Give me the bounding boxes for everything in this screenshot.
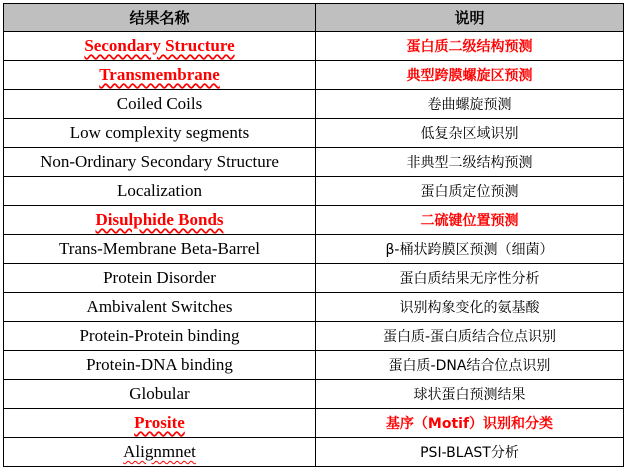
table-row <box>4 32 624 61</box>
table-header <box>4 4 624 32</box>
result-name-cell: Coiled Coils <box>4 90 316 119</box>
table-row <box>4 206 624 235</box>
result-name-cell: Trans-Membrane Beta-Barrel <box>4 235 316 264</box>
result-desc-cell: 非典型二级结构预测 <box>316 148 624 177</box>
result-name-cell: Transmembrane <box>4 61 316 90</box>
table-row <box>4 351 624 380</box>
results-table <box>3 3 624 467</box>
result-desc-cell: 基序（Motif）识别和分类 <box>316 409 624 438</box>
result-name-cell: Alignmnet <box>4 438 316 467</box>
result-desc-cell: 蛋白质-蛋白质结合位点识别 <box>316 322 624 351</box>
header-result-name: 结果名称 <box>4 4 316 32</box>
result-desc-cell: 卷曲螺旋预测 <box>316 90 624 119</box>
result-desc-cell: 二硫键位置预测 <box>316 206 624 235</box>
table-row <box>4 322 624 351</box>
result-name-cell: Protein Disorder <box>4 264 316 293</box>
header-description: 说明 <box>316 4 624 32</box>
table-row <box>4 438 624 467</box>
table-body <box>4 32 624 467</box>
table-row <box>4 119 624 148</box>
table-row <box>4 61 624 90</box>
result-desc-cell: 识别构象变化的氨基酸 <box>316 293 624 322</box>
result-name-cell: Ambivalent Switches <box>4 293 316 322</box>
result-name-cell: Low complexity segments <box>4 119 316 148</box>
result-name-cell: Disulphide Bonds <box>4 206 316 235</box>
table-row <box>4 177 624 206</box>
result-desc-cell: PSI-BLAST分析 <box>316 438 624 467</box>
table-row <box>4 380 624 409</box>
result-name-cell: Localization <box>4 177 316 206</box>
table-row <box>4 148 624 177</box>
result-desc-cell: 典型跨膜螺旋区预测 <box>316 61 624 90</box>
result-name-cell: Protein-Protein binding <box>4 322 316 351</box>
result-desc-cell: 蛋白质-DNA结合位点识别 <box>316 351 624 380</box>
result-name-cell: Non-Ordinary Secondary Structure <box>4 148 316 177</box>
result-desc-cell: β-桶状跨膜区预测（细菌） <box>316 235 624 264</box>
result-desc-cell: 球状蛋白预测结果 <box>316 380 624 409</box>
table-row <box>4 90 624 119</box>
result-desc-cell: 蛋白质定位预测 <box>316 177 624 206</box>
table-row <box>4 235 624 264</box>
result-desc-cell: 低复杂区域识别 <box>316 119 624 148</box>
result-name-cell: Globular <box>4 380 316 409</box>
result-name-cell: Prosite <box>4 409 316 438</box>
result-name-cell: Secondary Structure <box>4 32 316 61</box>
result-desc-cell: 蛋白质结果无序性分析 <box>316 264 624 293</box>
table-row <box>4 409 624 438</box>
result-desc-cell: 蛋白质二级结构预测 <box>316 32 624 61</box>
result-name-cell: Protein-DNA binding <box>4 351 316 380</box>
header-row <box>4 4 624 32</box>
table-row <box>4 264 624 293</box>
table-row <box>4 293 624 322</box>
